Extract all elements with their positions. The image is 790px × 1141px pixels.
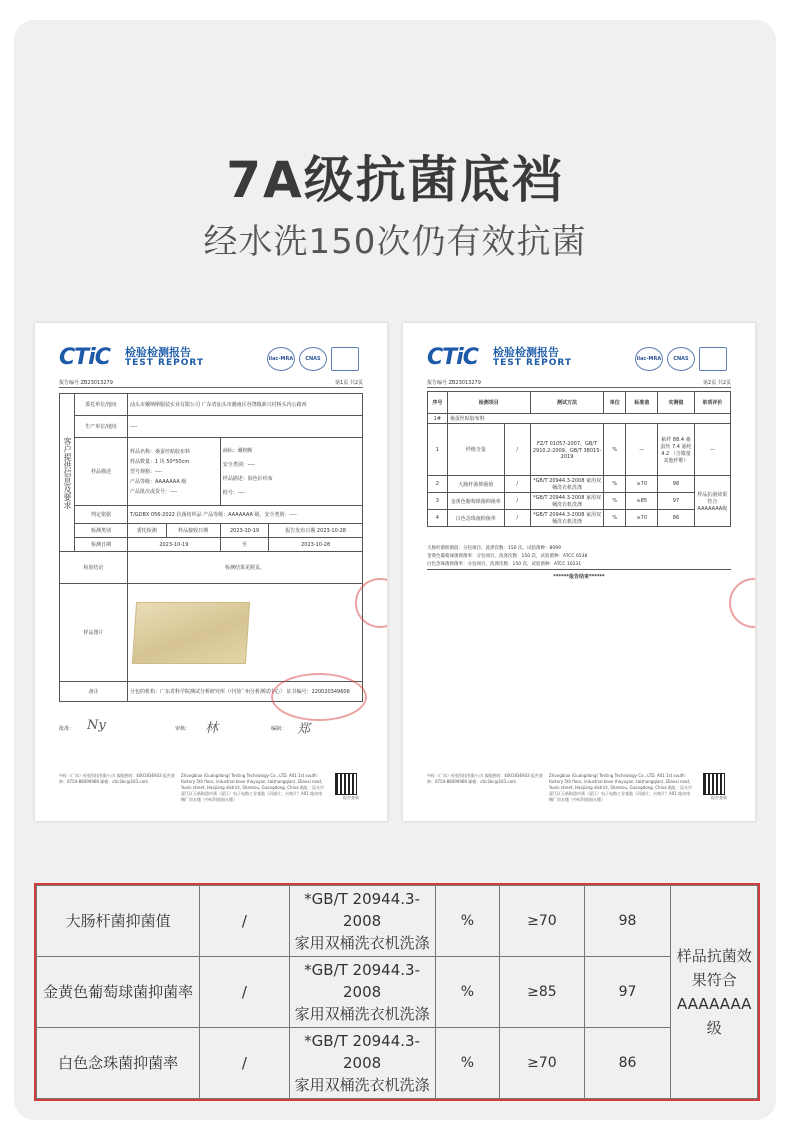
test-report-page-2 [403, 323, 755, 821]
qr-label: 报告查询 [343, 795, 359, 800]
ctic-logo: CTiC [59, 345, 110, 370]
slash-cell: / [200, 957, 289, 1028]
sample-lot: 批号：---- [222, 489, 245, 496]
sample-details-right [220, 438, 362, 506]
row-no: 2 [428, 476, 448, 493]
report-meta [427, 379, 731, 388]
group-no: 1# [428, 414, 448, 424]
qr-code-icon [703, 773, 725, 795]
item-cell: 白色念珠菌抑菌率 [37, 1028, 200, 1099]
sample-safety: 安全类别：---- [222, 461, 255, 468]
accreditation-marks [267, 343, 363, 373]
test-type: 委托检测 [128, 524, 167, 538]
method-cell [289, 1028, 435, 1099]
method-wash: 家用双桶洗衣机洗涤 [294, 1076, 430, 1094]
row-slash: / [504, 510, 530, 527]
sample-desc: 样品描述：肤色针织布 [222, 475, 273, 482]
row-unit: % [604, 424, 626, 476]
page-title: 7A级抗菌底裆 [226, 151, 564, 209]
row-method: *GB/T 20944.3-2008 家用双桶洗衣机洗涤 [530, 476, 604, 493]
header-item: 检测项目 [447, 392, 530, 414]
header-no: 序号 [428, 392, 448, 414]
accreditation-marks [635, 343, 731, 373]
issued-date: 2023-10-28 [316, 528, 346, 534]
sample-qty: 样品数量：1 块 50*50cm [130, 458, 190, 465]
item-cell: 大肠杆菌抑菌值 [37, 886, 200, 957]
page-subtitle: 经水洗150次仍有效抗菌 [203, 222, 587, 262]
client-label: 委托单位/地址 [75, 394, 128, 416]
row-std: — [626, 424, 658, 476]
sample-details [128, 438, 221, 506]
row-value: 86 [658, 510, 694, 527]
ilac-mra-icon: ilac-MRA [635, 347, 663, 371]
period-to-word: 至 [220, 538, 269, 552]
std-cell: ≥70 [500, 1028, 584, 1099]
row-value: 粘纤 88.4 桑蚕丝 7.4 氨纶 4.2 （含微量其他纤维） [658, 424, 694, 476]
report-page: 第1页 共2页 [335, 380, 363, 386]
row-unit: % [604, 493, 626, 510]
sample-grade: 产品等级：AAAAAAA 级 [130, 478, 187, 485]
testing-seal-icon [331, 347, 359, 371]
header-std: 标准值 [626, 392, 658, 414]
row-std: ≥70 [626, 510, 658, 527]
qr-label: 报告查询 [711, 795, 727, 800]
row-std: ≥70 [626, 476, 658, 493]
qr-code-icon [335, 773, 357, 795]
row-unit: % [604, 510, 626, 527]
sample-name: 样品名称：桑蚕丝贴胶布料 [130, 448, 191, 455]
row-method: *GB/T 20944.3-2008 家用双桶洗衣机洗涤 [530, 510, 604, 527]
report-header [427, 343, 731, 375]
report-meta [59, 379, 363, 388]
table-row [37, 957, 758, 1028]
results-notes [427, 545, 731, 570]
note-line: 金黄色葡萄球菌抑菌率：分包项目，洗涤次数：150 次，试验菌种：ATCC 6538 [427, 554, 588, 559]
ilac-mra-icon: ilac-MRA [267, 347, 295, 371]
report-page: 第2页 共2页 [703, 380, 731, 386]
footer-company: 中标（广东）检验科技有限公司 客服热线：4001836933 报告查询：0754-88090968 邮箱：ctic2bc@163.com [427, 773, 543, 784]
report-info-table [59, 393, 363, 702]
sample-model: 型号规格：---- [130, 468, 163, 475]
conclusion-value: 检测结果见附页。 [128, 552, 363, 584]
sample-label: 样品描述 [75, 438, 128, 506]
value-cell: 86 [584, 1028, 671, 1099]
photo-label: 样品图片 [60, 584, 128, 682]
report-footer [427, 773, 731, 807]
row-eval: — [694, 424, 730, 476]
item-cell: 金黄色葡萄球菌抑菌率 [37, 957, 200, 1028]
producer-value: ---- [128, 416, 363, 438]
issued-label: 报告发布日期 [285, 528, 316, 534]
approve-signature: Ny [87, 718, 106, 733]
method-wash: 家用双桶洗衣机洗涤 [294, 934, 430, 952]
report-end: ******报告结束****** [553, 574, 605, 580]
value-cell: 97 [584, 957, 671, 1028]
report-title-cn: 检验检测报告 [125, 346, 191, 359]
header-method: 测试方法 [530, 392, 604, 414]
review-label: 审核： [175, 726, 191, 732]
row-no: 4 [428, 510, 448, 527]
method-cell [289, 957, 435, 1028]
footer-address: Zhongbiao (Guangdong) Testing Technology Co., LTD. A01 1st south factory 5th floor, industrial base (heyuyan, taishangqian), Dianxi road, Yuxin street, Haojiang district, Shantou, Guangdong, China 地址：汕头市濠江区玉新街道中涌（濠江）电子电路工业基地（河浦片、台商片）A01 地块南侧厂房五楼（中标科创园五楼） [181, 773, 324, 802]
test-type-label: 检测类别 [75, 524, 128, 538]
results-table [427, 391, 731, 527]
red-seal-stamp [271, 673, 367, 721]
header-eval: 单项评价 [694, 392, 730, 414]
slash-cell: / [200, 886, 289, 957]
cnas-icon: CNAS [299, 347, 327, 371]
report-title-en: TEST REPORT [125, 358, 205, 368]
zoomed-results-table [34, 883, 760, 1101]
row-value: 98 [658, 476, 694, 493]
row-no: 1 [428, 424, 448, 476]
row-std: ≥85 [626, 493, 658, 510]
eval-cell: 样品抗菌效果符合AAAAAAA级 [671, 886, 758, 1099]
approve-label: 批准： [59, 726, 75, 732]
testing-seal-icon [699, 347, 727, 371]
note-value: 分包的机构：广东省科学院测试分析研究所（中国广州分析测试中心） 证书编号：220020349606 [128, 682, 363, 702]
row-method: FZ/T 01057-2007、GB/T 2910.2-2009、GB/T 38015-2019 [530, 424, 604, 476]
criteria-label: 判定依据 [75, 506, 128, 524]
footer-company: 中标（广东）检验科技有限公司 客服热线：4001836933 报告查询：0754-88090968 邮箱：ctic2bc@163.com [59, 773, 175, 784]
row-no: 3 [428, 493, 448, 510]
note-label: 备注 [60, 682, 128, 702]
test-report-page-1 [35, 323, 387, 821]
received-date: 2023-10-19 [220, 524, 269, 538]
table-row [37, 886, 758, 957]
criteria-value: T/GDBX 056-2022 抗菌纺织品 产品等级：AAAAAAA 级，安全类别：---- [128, 506, 363, 524]
row-slash: / [504, 424, 530, 476]
cnas-icon: CNAS [667, 347, 695, 371]
row-value: 97 [658, 493, 694, 510]
header-unit: 单位 [604, 392, 626, 414]
report-title-cn: 检验检测报告 [493, 346, 559, 359]
unit-cell: % [435, 1028, 500, 1099]
side-label: 客户提供信息及要求 [60, 394, 75, 552]
method-standard: *GB/T 20944.3-2008 [304, 961, 420, 1001]
ctic-logo: CTiC [427, 345, 478, 370]
row-item: 纤维含量 [447, 424, 504, 476]
edit-signature: 郑 [297, 722, 311, 737]
row-item: 大肠杆菌抑菌值 [447, 476, 504, 493]
method-standard: *GB/T 20944.3-2008 [304, 1032, 420, 1072]
producer-label: 生产单位/地址 [75, 416, 128, 438]
method-standard: *GB/T 20944.3-2008 [304, 890, 420, 930]
report-title-en: TEST REPORT [493, 358, 573, 368]
std-cell: ≥85 [500, 957, 584, 1028]
row-unit: % [604, 476, 626, 493]
unit-cell: % [435, 957, 500, 1028]
sample-photo-cell [128, 584, 363, 682]
row-method: *GB/T 20944.3-2008 家用双桶洗衣机洗涤 [530, 493, 604, 510]
value-cell: 98 [584, 886, 671, 957]
edge-seal-stamp [729, 578, 755, 628]
note-line: 大肠杆菌抑菌值：分包项目，洗涤次数：150 次，试验菌种：8099 [427, 546, 561, 551]
note-line: 白色念珠菌抑菌率：分包项目，洗涤次数：150 次，试验菌种：ATCC 10231 [427, 562, 582, 567]
unit-cell: % [435, 886, 500, 957]
sample-brand: 商标：戴纳斯 [222, 447, 253, 454]
group-name: 桑蚕丝贴胶布料 [447, 414, 730, 424]
slash-cell: / [200, 1028, 289, 1099]
report-number: 报告编号 ZB23013279 [59, 380, 113, 386]
report-number: 报告编号 ZB23013279 [427, 380, 481, 386]
header-value: 实测值 [658, 392, 694, 414]
period-label: 检测日期 [75, 538, 128, 552]
row-slash: / [504, 476, 530, 493]
report-header [59, 343, 363, 375]
row-item: 金黄色葡萄球菌抑菌率 [447, 493, 504, 510]
sample-batch: 产品批次或货号：---- [130, 488, 178, 495]
client-value: 汕头市戴纳斯服装实业有限公司 广东省汕头市潮南区谷饶镇新兴村桥头内公路西 [128, 394, 363, 416]
row-eval-merged: 样品抗菌效果符合AAAAAAA级 [694, 476, 730, 527]
conclusion-label: 检验结论 [60, 552, 128, 584]
row-item: 白色念珠菌抑菌率 [447, 510, 504, 527]
period-to: 2023-10-28 [269, 538, 363, 552]
review-signature: 林 [205, 721, 219, 736]
table-row [37, 1028, 758, 1099]
std-cell: ≥70 [500, 886, 584, 957]
edit-label: 编制： [271, 726, 287, 732]
method-wash: 家用双桶洗衣机洗涤 [294, 1005, 430, 1023]
period-from: 2023-10-19 [128, 538, 221, 552]
report-footer [59, 773, 363, 807]
row-slash: / [504, 493, 530, 510]
sample-fabric-photo [132, 602, 250, 664]
received-label: 样品接收日期 [166, 524, 220, 538]
footer-address: Zhongbiao (Guangdong) Testing Technology Co., LTD. A01 1st south factory 5th floor, industrial base (heyuyan, taishangqian), Dianxi road, Yuxin street, Haojiang district, Shantou, Guangdong, China 地址：汕头市濠江区玉新街道中涌（濠江）电子电路工业基地（河浦片、台商片）A01 地块南侧厂房五楼（中标科创园五楼） [549, 773, 692, 802]
method-cell [289, 886, 435, 957]
